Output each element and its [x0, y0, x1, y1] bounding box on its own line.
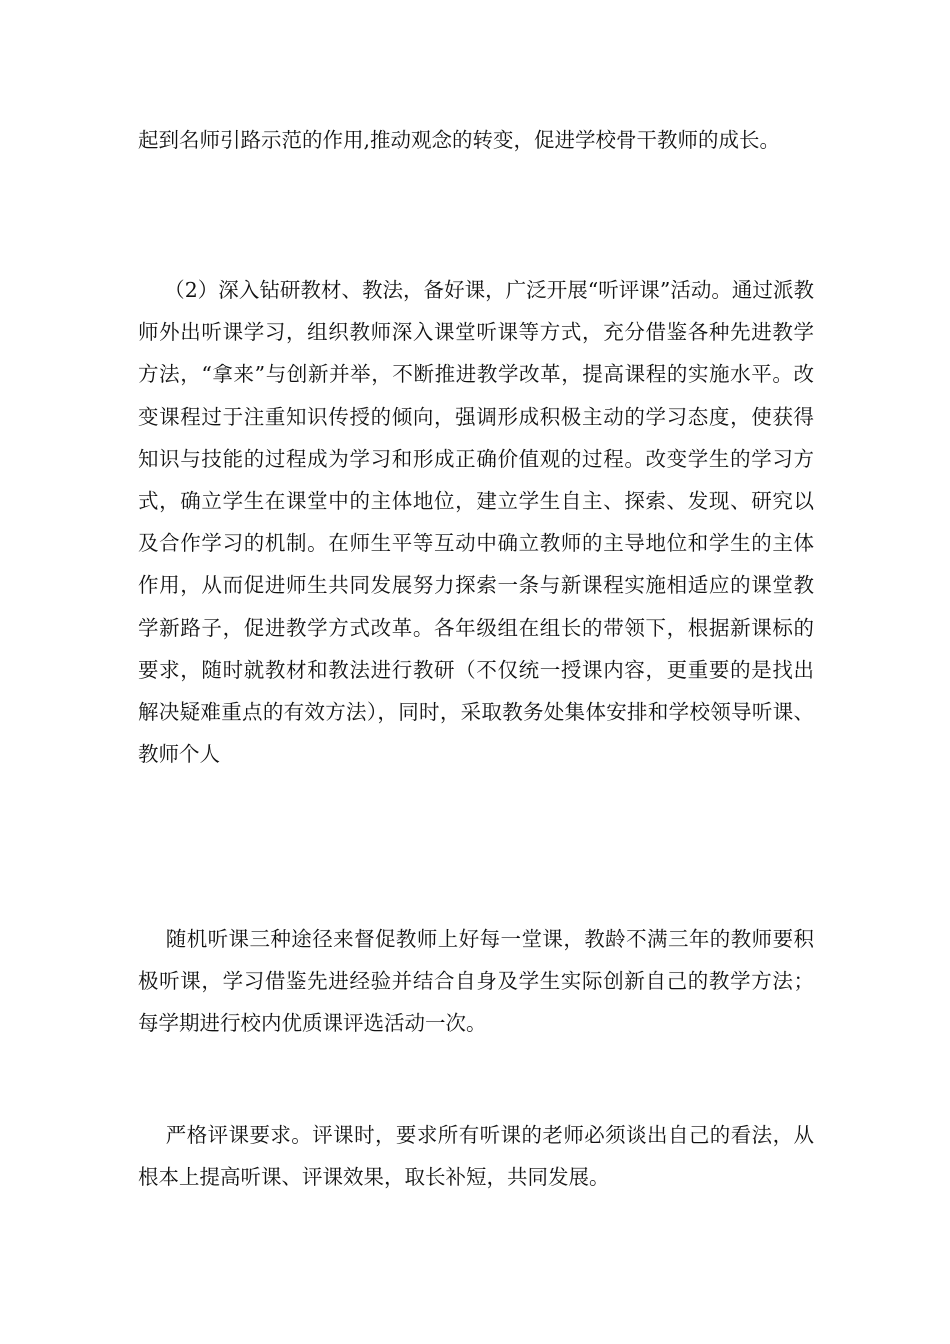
paragraph-random-observation: 随机听课三种途径来督促教师上好每一堂课，教龄不满三年的教师要积极听课，学习借鉴先进经验并结合自身及学生实际创新自己的教学方法；每学期进行校内优质课评选活动一次。 — [138, 927, 814, 1036]
paragraph-listening-evaluation: （2）深入钻研教材、教法，备好课，广泛开展“听评课”活动。通过派教师外出听课学习，组织教师深入课堂听课等方式，充分借鉴各种先进教学方法，“拿来”与创新并举，不断推进教学改革，提高课程的实施水平。改变课程过于注重知识传授的倾向，强调形成积极主动的学习态度，使获得知识与技能的过程成为学习和形成正确价值观的过程。改变学生的学习方式，确立学生在课堂中的主体地位，建立学生自主、探索、发现、研究以及合作学习的机制。在师生平等互动中确立教师的主导地位和学生的主体作用，从而促进师生共同发展努力探索一条与新课程实施相适应的课堂教学新路子，促进教学方式改革。各年级组在组长的带领下，根据新课标的要求，随时就教材和教法进行教研（不仅统一授课内容，更重要的是找出解决疑难重点的有效方法），同时，采取教务处集体安排和学校领导听课、教师个人 — [138, 278, 814, 767]
paragraph-continuation: 起到名师引路示范的作用,推动观念的转变，促进学校骨干教师的成长。 — [138, 128, 781, 152]
paragraph-evaluation-requirements: 严格评课要求。评课时，要求所有听课的老师必须谈出自己的看法，从根本上提高听课、评课效果，取长补短，共同发展。 — [138, 1123, 814, 1190]
